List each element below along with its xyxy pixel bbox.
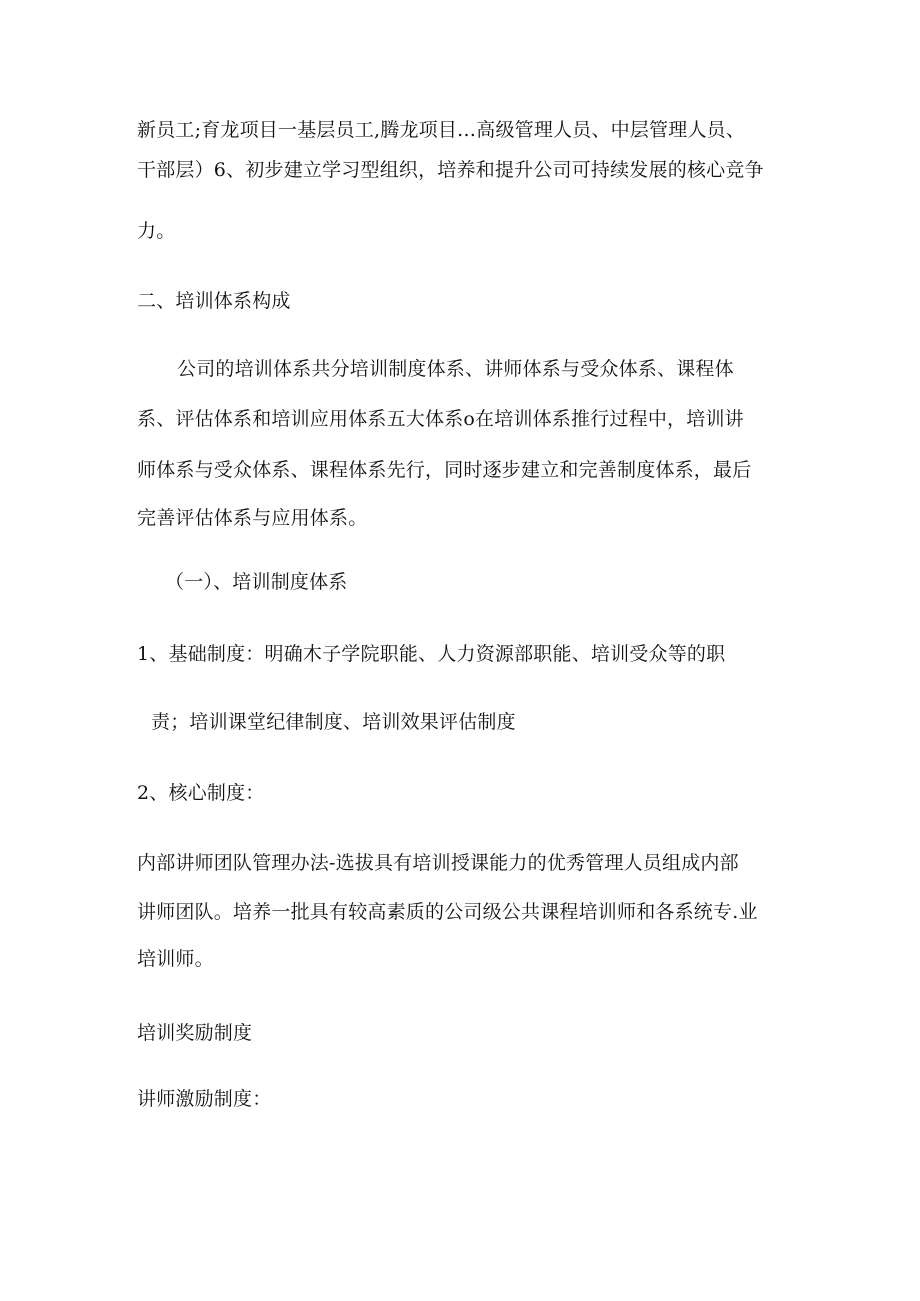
system-paragraph-line-4: 完善评估体系与应用体系。	[137, 507, 368, 529]
intro-line-2: 干部层）6、初步建立学习型组织，培养和提升公司可持续发展的核心竞争	[137, 159, 764, 181]
core-system-line-1: 内部讲师团队管理办法-选拔具有培训授课能力的优秀管理人员组成内部	[137, 852, 739, 874]
intro-line-1: 新员工;育龙项目一基层员工,腾龙项目…高级管理人员、中层管理人员、	[137, 119, 746, 141]
subsection-heading: （一）、培训制度体系	[165, 571, 348, 593]
section-heading: 二、培训体系构成	[137, 290, 291, 312]
basic-system-line-2: 责；培训课堂纪律制度、培训效果评估制度	[151, 711, 516, 733]
system-paragraph-line-2: 系、评估体系和培训应用体系五大体系o在培训体系推行过程中，培训讲	[137, 408, 744, 430]
system-paragraph-line-3: 师体系与受众体系、课程体系先行，同时逐步建立和完善制度体系，最后	[137, 459, 752, 481]
basic-system-line-1: 1、基础制度：明确木子学院职能、人力资源部职能、培训受众等的职	[137, 643, 726, 665]
incentive-system: 讲师激励制度：	[137, 1088, 272, 1110]
system-paragraph-line-1: 公司的培训体系共分培训制度体系、讲师体系与受众体系、课程体	[177, 358, 734, 380]
core-system-heading: 2、核心制度：	[137, 782, 265, 804]
intro-line-3: 力。	[137, 220, 176, 242]
core-system-line-3: 培训师。	[137, 948, 214, 970]
core-system-line-2: 讲师团队。培养一批具有较高素质的公司级公共课程培训师和各系统专.业	[137, 901, 758, 923]
reward-system: 培训奖励制度	[137, 1022, 253, 1044]
